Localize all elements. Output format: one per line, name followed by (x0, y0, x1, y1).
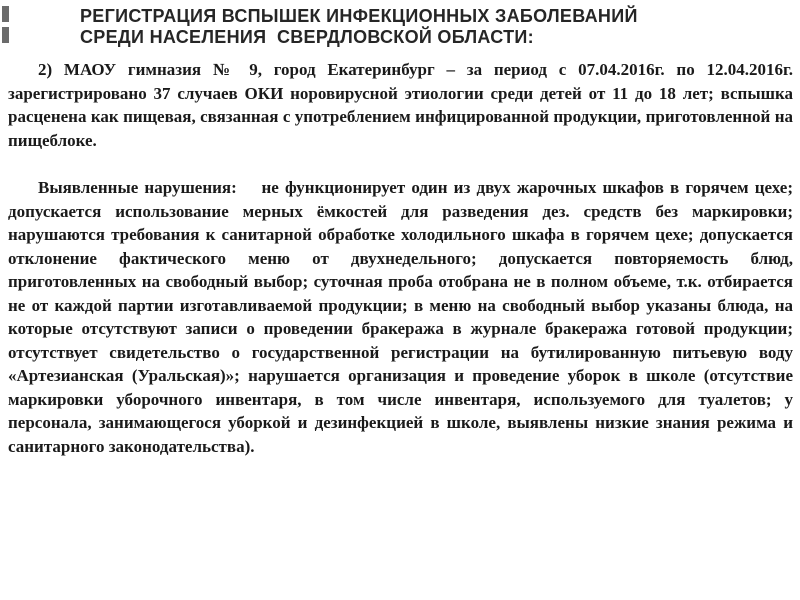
decorative-stripe (2, 27, 9, 43)
violations-label: Выявленные нарушения: (38, 178, 237, 197)
slide-body (8, 58, 793, 458)
title-line-1: РЕГИСТРАЦИЯ ВСПЫШЕК ИНФЕКЦИОННЫХ ЗАБОЛЕВАНИЙ (80, 6, 638, 26)
violations-text: не функционирует один из двух жарочных шкафов в горячем цехе; допускается использование мерных ёмкостей для разведения дез. средств без маркировки; нарушаются требования к санитарной обработке холодильного шкафа в горячем цехе; допускается отклонение фактического меню от двухнедельного; допускается повторяемость блюд, приготовленных на свободный выбор; суточная проба отобрана не в полном объеме, т.к. отбирается не от каждой партии изготавливаемой продукции; в меню на свободный выбор указаны блюда, на которые отсутствуют записи о проведении бракеража в журнале бракеража готовой продукции; отсутствует свидетельство о государственной регистрации на бутилированную питьевую воду «Артезианская (Уральская)»; нарушается организация и проведение уборок в школе (отсутствие маркировки уборочного инвентаря, в том числе инвентаря, используемого для туалетов; у персонала, занимающегося уборкой и дезинфекцией в школе, выявлены низкие знания режима и санитарного законодательства). (8, 178, 794, 456)
violations-paragraph (8, 176, 793, 458)
paragraph-spacer (8, 152, 793, 176)
case-paragraph: 2) МАОУ гимназия № 9, город Екатеринбург – за период с 07.04.2016г. по 12.04.2016г. зарегистрировано 37 случаев ОКИ норовирусной этиологии среди детей от 11 до 18 лет; вспышка расценена как пищевая, связанная с употреблением инфицированной продукции, приготовленной на пищеблоке. (8, 60, 793, 150)
title-line-2: СРЕДИ НАСЕЛЕНИЯ СВЕРДЛОВСКОЙ ОБЛАСТИ: (80, 27, 534, 47)
slide-title (80, 6, 780, 48)
decorative-stripe (2, 6, 9, 22)
